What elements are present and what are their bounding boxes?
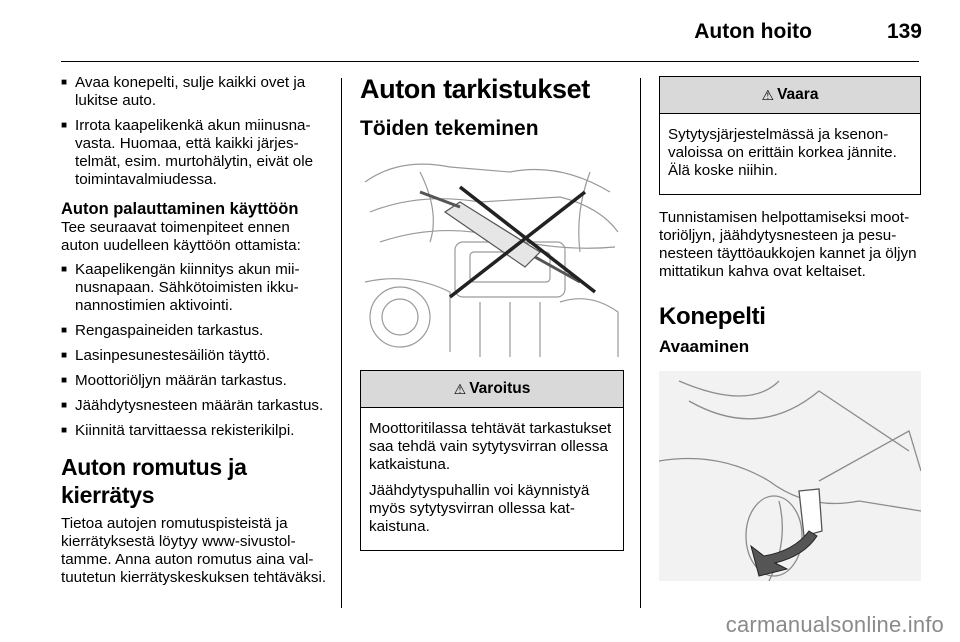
warning-box-header	[361, 371, 623, 408]
page-number: 139	[886, 20, 922, 43]
bullet-list-restore	[61, 261, 327, 440]
chapter-title: Auton tarkistukset	[360, 74, 590, 104]
warning-heading: Varoitus	[469, 380, 531, 397]
danger-box	[659, 76, 921, 195]
danger-text: Sytytysjärjestelmässä ja ksenonvaloissa on erittäin korkea jännite. Älä koske niihin.	[668, 126, 897, 179]
header-rule	[61, 61, 919, 62]
opening-heading: Avaaminen	[659, 337, 750, 356]
hood-release-lever-icon	[659, 371, 921, 581]
list-item: ■ Kiinnitä tarvittaessa rekisterikilpi.	[61, 422, 327, 440]
danger-box-body	[660, 114, 920, 194]
page-header	[0, 0, 960, 60]
restore-heading: Auton palauttaminen käyttöön	[61, 200, 299, 218]
engine-bay-illustration	[360, 152, 622, 362]
warning-box-body	[361, 408, 623, 550]
restore-intro: Tee seuraavat toimenpiteet ennen auton uudelleen käyttöön ottamista:	[61, 219, 301, 254]
warning-paragraph: Jäähdytyspuhallin voi käynnistyä myös sytytysvirran ollessa katkaistuna.	[369, 482, 590, 535]
hood-heading: Konepelti	[659, 303, 766, 330]
warning-paragraph: Moottoritilassa tehtävät tarkastukset saa tehdä vain sytytysvirran ollessa katkaistuna.	[369, 420, 612, 473]
list-item: ■ Lasinpesunestesäiliön täyttö.	[61, 347, 327, 365]
recycle-text: Tietoa autojen romutuspisteistä ja kierrätyksestä löytyy www-sivustoltamme. Anna auton romutus aina valtuutetun kierrätyskeskuksen tehtäväksi.	[61, 515, 327, 586]
info-text: Tunnistamisen helpottamiseksi moottoriöljyn, jäähdytysnesteen ja pesunesteen täyttöaukkojen kannet ja öljyn mittatikun kahva ovat keltaiset.	[659, 209, 917, 280]
list-item: ■ Irrota kaapelikenkä akun miinusnavasta. Huomaa, että kaikki järjestelmät, esim. murtohälytin, eivät ole toimintavalmiudessa.	[61, 117, 327, 189]
column-middle	[360, 74, 624, 551]
list-item: ■ Kaapelikengän kiinnitys akun miinusnapaan. Sähkötoimisten ikkunannostimien aktivointi.	[61, 261, 327, 315]
warning-box	[360, 370, 624, 551]
section-title: Auton hoito	[694, 20, 812, 43]
hood-release-illustration	[659, 371, 921, 581]
column-left	[61, 74, 327, 593]
danger-box-header	[660, 77, 920, 114]
recycle-heading: Auton romutus ja kierrätys	[61, 454, 247, 508]
list-item: ■ Jäähdytysnesteen määrän tarkastus.	[61, 397, 327, 415]
column-divider	[341, 78, 342, 608]
column-divider	[640, 78, 641, 608]
list-item: ■ Rengaspaineiden tarkastus.	[61, 322, 327, 340]
column-right	[659, 76, 921, 581]
subsection-title: Töiden tekeminen	[360, 117, 539, 140]
list-item: ■ Avaa konepelti, sulje kaikki ovet ja lukitse auto.	[61, 74, 327, 110]
danger-heading: Vaara	[777, 86, 819, 103]
list-item: ■ Moottoriöljyn määrän tarkastus.	[61, 372, 327, 390]
watermark: carmanualsonline.info	[725, 612, 944, 637]
warning-triangle-icon: ⚠	[453, 380, 467, 397]
engine-bay-crossed-icon	[360, 152, 622, 362]
bullet-list-storage	[61, 74, 327, 189]
warning-triangle-icon: ⚠	[761, 86, 775, 103]
